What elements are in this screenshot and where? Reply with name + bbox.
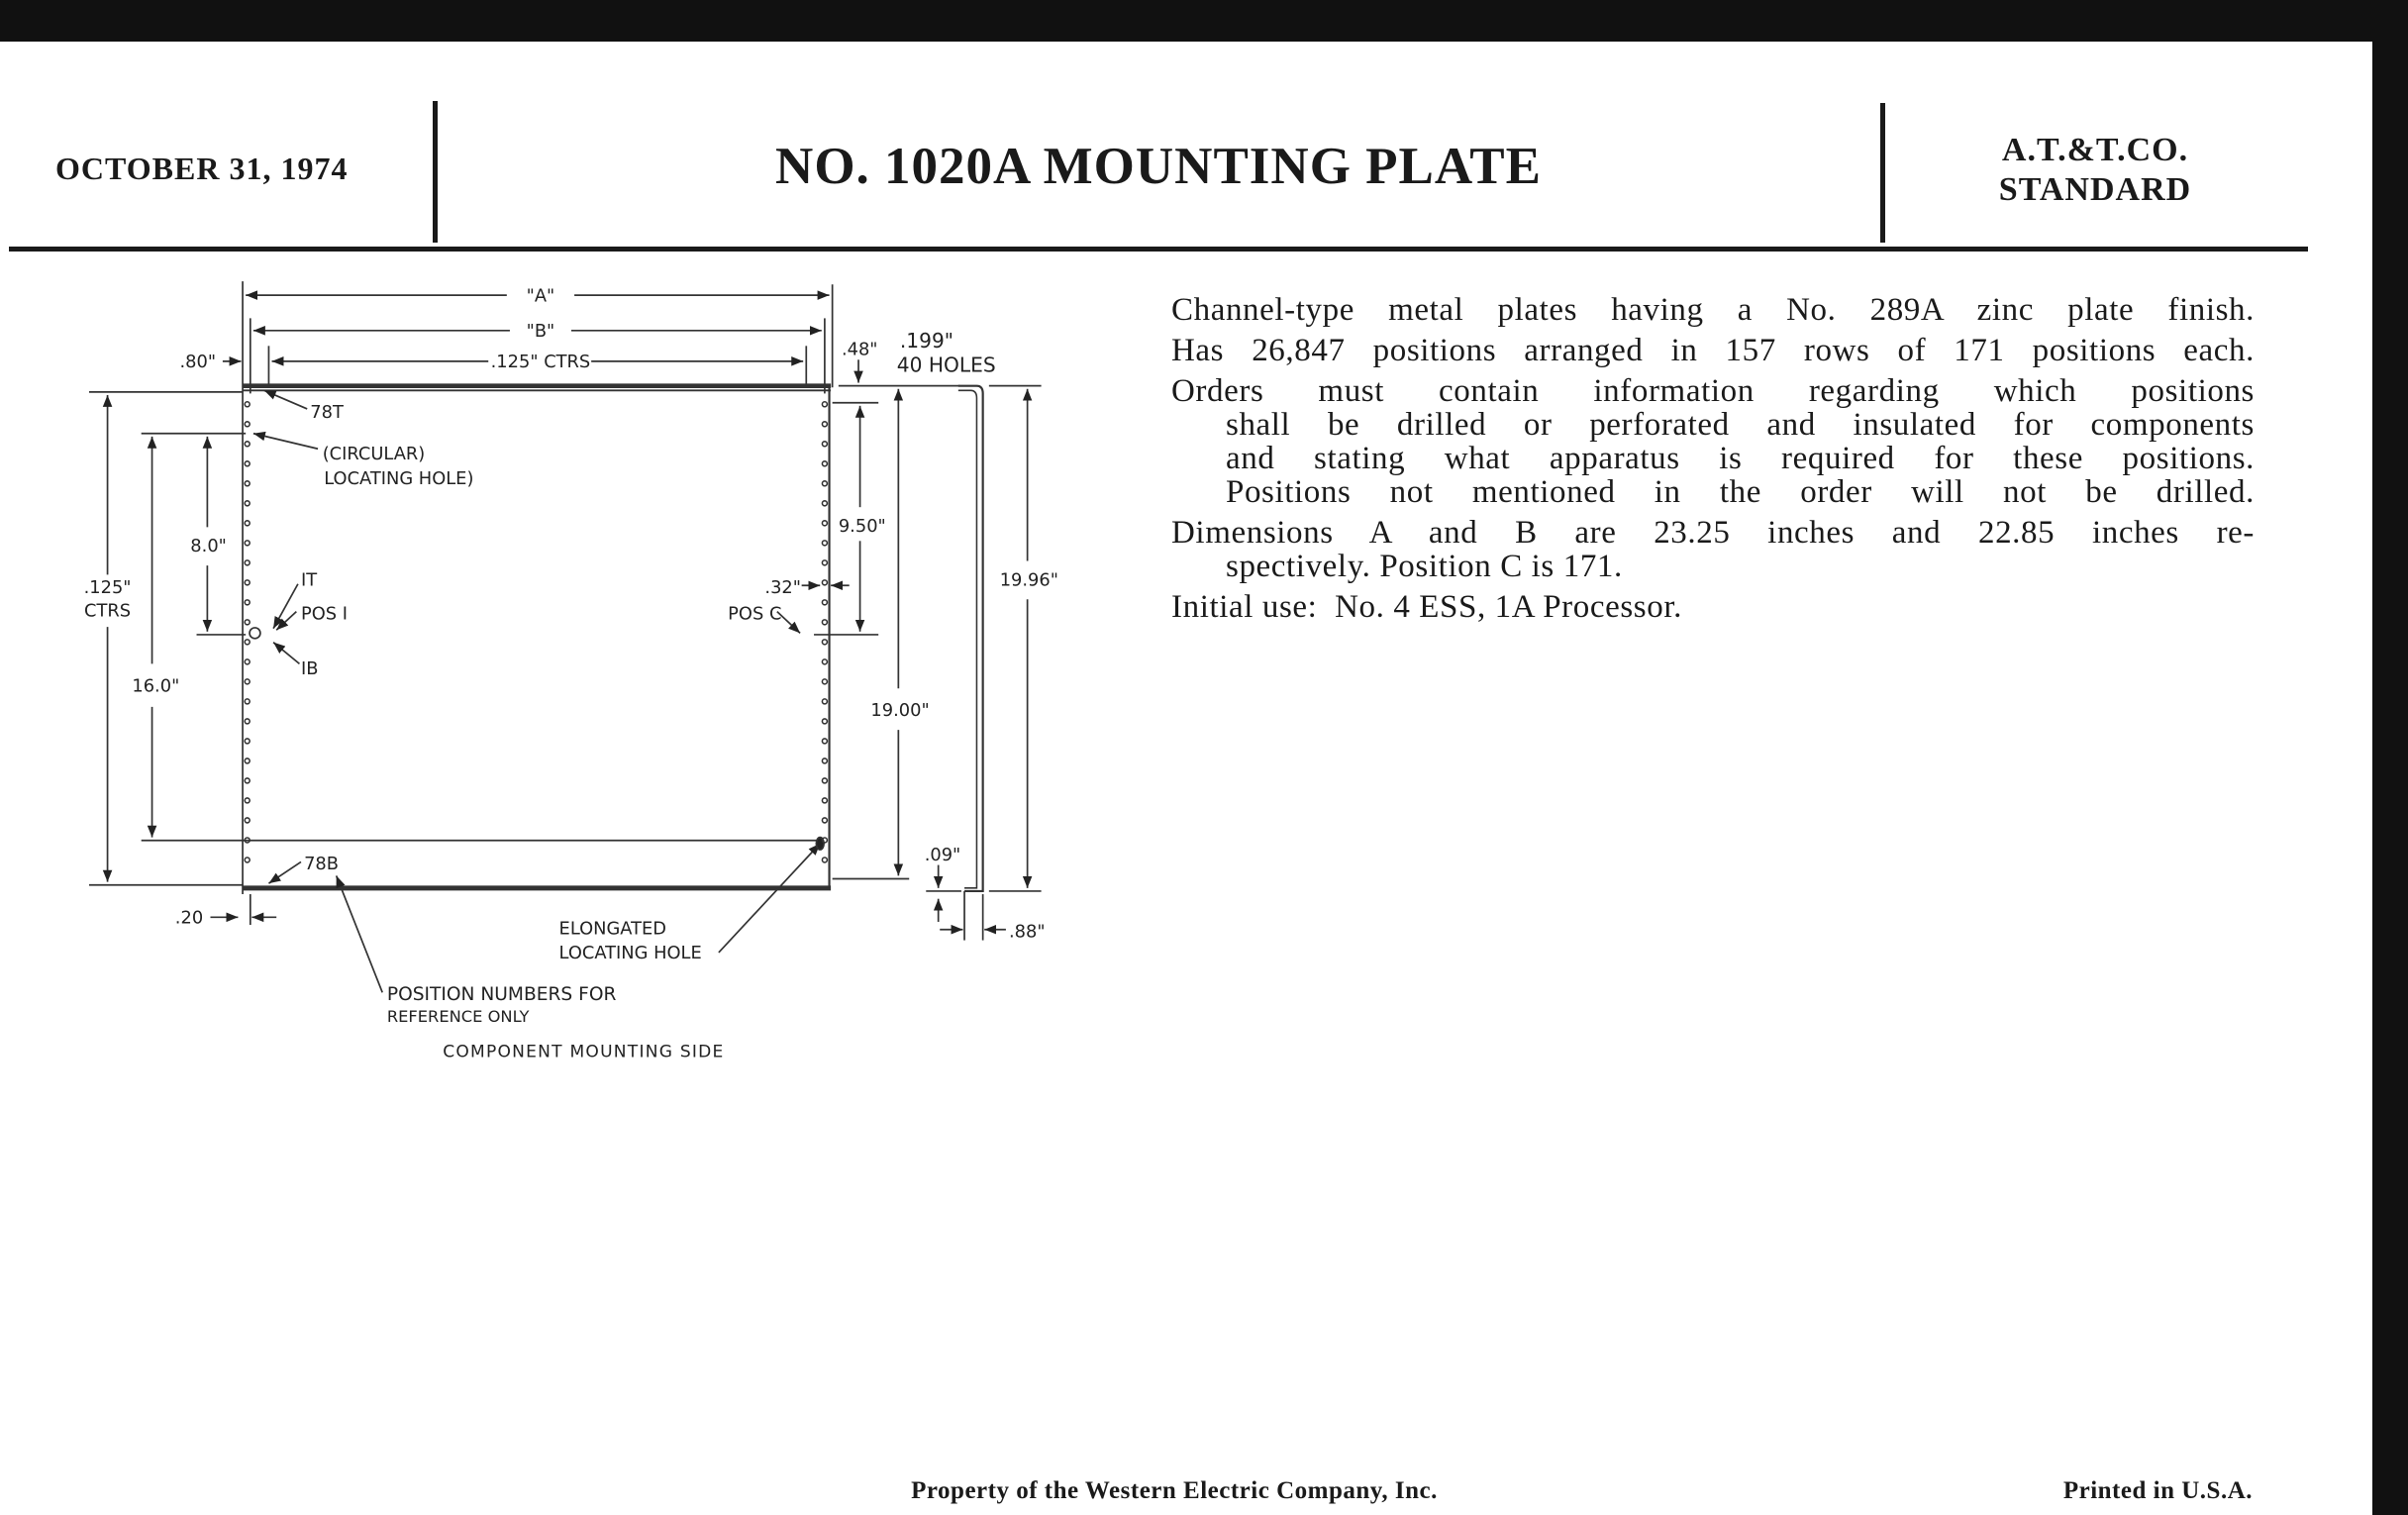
- standard-line-1: A.T.&T.CO.: [2001, 132, 2189, 168]
- footer-printed: Printed in U.S.A.: [2062, 1477, 2253, 1504]
- mounting-hole: [245, 461, 250, 466]
- hole-count-label: 40 HOLES: [896, 353, 996, 377]
- dim-1900-label: 19.00": [870, 700, 930, 722]
- mounting-hole: [822, 679, 827, 684]
- dim-48-label: .48": [841, 339, 878, 360]
- mounting-hole: [822, 461, 827, 466]
- mounting-hole: [822, 422, 827, 427]
- mounting-hole: [245, 481, 250, 486]
- footer-property: Property of the Western Electric Company, Inc.: [911, 1477, 1438, 1504]
- diagram-caption: COMPONENT MOUNTING SIDE: [443, 1042, 725, 1062]
- mounting-hole: [245, 580, 250, 585]
- mounting-hole: [822, 739, 827, 744]
- leader-78t: [264, 390, 307, 409]
- mounting-hole: [822, 442, 827, 447]
- standard-line-2: STANDARD: [1998, 171, 2192, 208]
- text-line: Dimensions A and B are 23.25 inches and 22.85 inches re-: [1171, 515, 2255, 551]
- mounting-hole: [822, 521, 827, 526]
- pos1-hole: [250, 628, 260, 639]
- mounting-hole: [822, 778, 827, 783]
- mounting-hole: [245, 798, 250, 803]
- paragraph-finish: [1171, 293, 2255, 327]
- mounting-hole: [822, 501, 827, 506]
- mounting-hole: [245, 600, 250, 605]
- mounting-hole: [245, 560, 250, 565]
- mounting-hole: [245, 699, 250, 704]
- leader-elongated: [719, 844, 820, 953]
- label-1t: IT: [301, 569, 318, 591]
- channel-profile: [958, 390, 977, 888]
- mounting-hole: [245, 778, 250, 783]
- text-line: Orders must contain information regarding which positions: [1171, 373, 2255, 409]
- label-78t: 78T: [310, 402, 344, 424]
- text-line: shall be drilled or perforated and insulated for components: [1226, 407, 2255, 443]
- leader-circular: [253, 434, 318, 450]
- channel-profile: [958, 386, 983, 891]
- dim-950-label: 9.50": [838, 516, 886, 537]
- leader-pos1: [276, 612, 296, 631]
- mounting-hole: [245, 818, 250, 823]
- label-posc: POS C: [728, 603, 782, 625]
- mounting-hole: [822, 818, 827, 823]
- leader-1b: [273, 643, 299, 664]
- text-line: Has 26,847 positions arranged in 157 rows of 171 positions each.: [1171, 333, 2255, 368]
- mounting-hole: [822, 858, 827, 862]
- label-pos1: POS I: [301, 603, 349, 625]
- label-78b: 78B: [304, 854, 340, 875]
- mounting-hole: [822, 719, 827, 724]
- hole-size-label: .199": [899, 328, 954, 353]
- mounting-hole: [245, 402, 250, 407]
- dim-1996-label: 19.96": [999, 569, 1058, 591]
- mounting-hole: [822, 640, 827, 645]
- text-line: Channel-type metal plates having a No. 289A zinc plate finish.: [1171, 292, 2255, 328]
- mounting-hole: [822, 600, 827, 605]
- dim-a-label: "A": [526, 285, 555, 307]
- mounting-hole: [822, 560, 827, 565]
- position-numbers-label-2: REFERENCE ONLY: [386, 1006, 530, 1026]
- leader-78b: [268, 861, 301, 883]
- mounting-hole: [245, 620, 250, 625]
- leader-posnum: [337, 875, 383, 992]
- mounting-hole: [245, 541, 250, 546]
- text-line: and stating what apparatus is required for these positions.: [1226, 441, 2255, 476]
- mounting-hole: [245, 758, 250, 763]
- mounting-hole: [822, 758, 827, 763]
- description-text: [1171, 293, 2255, 631]
- mounting-hole: [822, 838, 827, 843]
- circular-label-1: (CIRCULAR): [322, 444, 426, 465]
- dim-16-label: 16.0": [132, 675, 180, 697]
- mounting-hole: [822, 402, 827, 407]
- mounting-hole: [822, 541, 827, 546]
- mounting-hole: [822, 620, 827, 625]
- paragraph-dimensions: [1171, 516, 2255, 583]
- dim-20-label: .20: [174, 907, 204, 929]
- mounting-hole: [245, 521, 250, 526]
- mounting-hole: [822, 659, 827, 664]
- circular-label-2: LOCATING HOLE): [324, 467, 474, 489]
- mounting-hole: [245, 858, 250, 862]
- dim-09-label: .09": [924, 844, 961, 865]
- dim-32-label: .32": [764, 577, 801, 599]
- ctrs-left-label-1: .125": [83, 577, 132, 599]
- mounting-hole: [822, 481, 827, 486]
- text-line: Positions not mentioned in the order will not be drilled.: [1226, 474, 2255, 510]
- paragraph-initial-use: [1171, 590, 2255, 624]
- mounting-hole: [822, 580, 827, 585]
- dim-b-label: "B": [526, 321, 555, 343]
- elongated-label-2: LOCATING HOLE: [558, 943, 702, 964]
- text-line: spectively. Position C is 171.: [1226, 549, 1623, 584]
- ctrs-left-label-2: CTRS: [84, 600, 132, 622]
- document-title: NO. 1020A MOUNTING PLATE: [775, 138, 1542, 195]
- paragraph-orders: [1171, 374, 2255, 509]
- dim-80-label: .80": [179, 352, 217, 373]
- mounting-hole: [822, 798, 827, 803]
- paragraph-positions: [1171, 334, 2255, 367]
- dim-88-label: .88": [1009, 921, 1046, 943]
- elongated-label-1: ELONGATED: [558, 918, 667, 940]
- text-line: Initial use: No. 4 ESS, 1A Processor.: [1171, 589, 1682, 625]
- mounting-hole: [245, 739, 250, 744]
- mounting-hole: [245, 422, 250, 427]
- mounting-hole: [245, 679, 250, 684]
- label-1b: IB: [301, 658, 319, 680]
- mounting-hole: [245, 719, 250, 724]
- ctrs-top-label: .125" CTRS: [490, 352, 591, 373]
- mounting-hole: [245, 501, 250, 506]
- dim-8-label: 8.0": [190, 536, 227, 557]
- mounting-hole: [822, 699, 827, 704]
- position-numbers-label-1: POSITION NUMBERS FOR: [386, 984, 617, 1006]
- mounting-hole: [245, 640, 250, 645]
- mounting-hole: [245, 659, 250, 664]
- document-date: OCTOBER 31, 1974: [55, 151, 349, 186]
- mounting-hole: [245, 442, 250, 447]
